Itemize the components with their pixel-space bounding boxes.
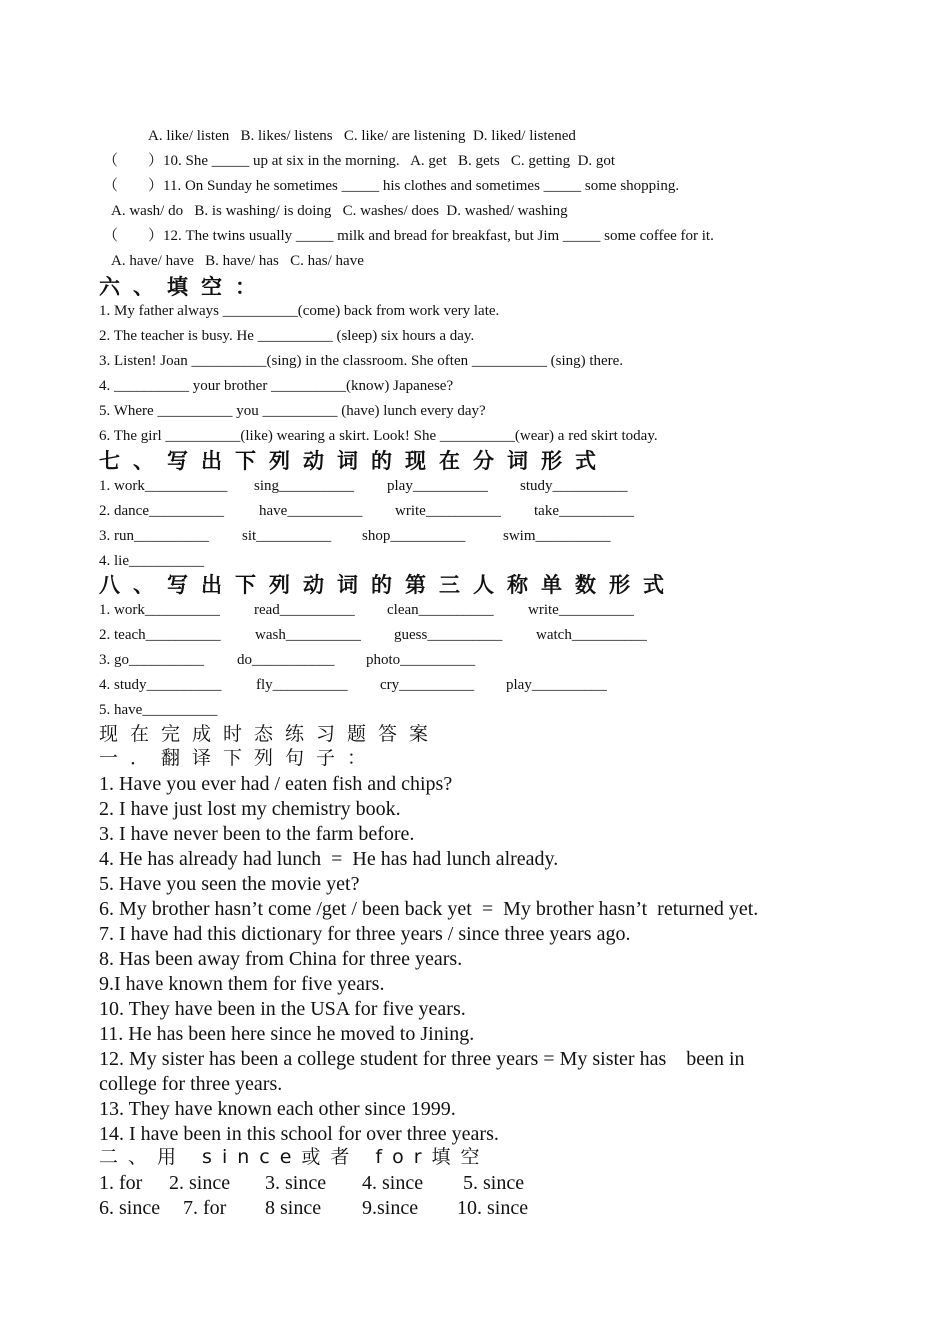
answer-cell: 3. since (265, 1172, 327, 1194)
word-cell: wash__________ (255, 627, 361, 643)
word-cell: read__________ (254, 602, 355, 618)
word-cell: watch__________ (536, 627, 647, 643)
section-6-heading: 六、填空： (99, 275, 269, 299)
answer-line: 9.I have known them for five years. (99, 973, 385, 995)
answer-line: 7. I have had this dictionary for three years / since three years ago. (99, 923, 631, 945)
word-cell: play__________ (387, 478, 488, 494)
word-cell: 1. work__________ (99, 602, 220, 618)
third-person-row-2 (0, 628, 950, 646)
answer-cell: 1. for (99, 1172, 143, 1194)
answer-cell: 9.since (362, 1197, 419, 1219)
word-cell: 3. go__________ (99, 652, 204, 668)
answers-part1-heading: 一．翻译下列句子： (99, 747, 379, 769)
answer-line: 4. He has already had lunch = He has had lunch already. (99, 848, 559, 870)
section-8-heading: 八、写出下列动词的第三人称单数形式 (99, 573, 677, 597)
word-cell: sing__________ (254, 478, 355, 494)
word-cell: sit__________ (242, 528, 332, 544)
answer-cell: 7. for (183, 1197, 227, 1219)
answer-line: 6. My brother hasn’t come /get / been back yet = My brother hasn’t returned yet. (99, 898, 759, 920)
word-cell: 2. dance__________ (99, 503, 224, 519)
word-cell: take__________ (534, 503, 634, 519)
word-cell: photo__________ (366, 652, 476, 668)
word-cell: cry__________ (380, 677, 475, 693)
word-cell: study__________ (520, 478, 628, 494)
answer-cell: 6. since (99, 1197, 161, 1219)
answer-line: 1. Have you ever had / eaten fish and chips? (99, 773, 453, 795)
answer-row-1 (0, 1173, 950, 1195)
answer-cell: 10. since (457, 1197, 529, 1219)
fill-item-5: 5. Where __________ you __________ (have) lunch every day? (99, 403, 486, 419)
third-person-row-4 (0, 678, 950, 696)
mc-options-9: A. like/ listen B. likes/ listens C. like/ are listening D. liked/ listened (148, 128, 576, 144)
mc-options-11: A. wash/ do B. is washing/ is doing C. washes/ does D. washed/ washing (111, 203, 568, 219)
word-cell: fly__________ (256, 677, 348, 693)
answer-line: 3. I have never been to the farm before. (99, 823, 415, 845)
answer-line: 11. He has been here since he moved to Jining. (99, 1023, 475, 1045)
participle-row-2 (0, 504, 950, 522)
answer-line: college for three years. (99, 1073, 283, 1095)
fill-item-2: 2. The teacher is busy. He __________ (sleep) six hours a day. (99, 328, 475, 344)
word-cell: have__________ (259, 503, 363, 519)
answer-line: 10. They have been in the USA for five years. (99, 998, 466, 1020)
answer-row-2 (0, 1198, 950, 1220)
participle-row-3 (0, 529, 950, 547)
word-cell: 2. teach__________ (99, 627, 221, 643)
answer-cell: 8 since (265, 1197, 322, 1219)
mc-question-12: （ ）12. The twins usually _____ milk and bread for breakfast, but Jim _____ some coffee for it. (103, 228, 714, 244)
answer-line: 12. My sister has been a college student for three years = My sister has been in (99, 1048, 745, 1070)
word-cell: shop__________ (362, 528, 466, 544)
answer-line: 13. They have known each other since 1999. (99, 1098, 456, 1120)
third-person-row-5 (0, 703, 950, 721)
fill-item-4: 4. __________ your brother __________(know) Japanese? (99, 378, 454, 394)
word-cell: guess__________ (394, 627, 503, 643)
section-7-heading: 七、写出下列动词的现在分词形式 (99, 449, 609, 473)
word-cell: play__________ (506, 677, 607, 693)
answer-line: 8. Has been away from China for three years. (99, 948, 463, 970)
fill-item-1: 1. My father always __________(come) back from work very late. (99, 303, 500, 319)
mc-options-12: A. have/ have B. have/ has C. has/ have (111, 253, 364, 269)
fill-item-6: 6. The girl __________(like) wearing a skirt. Look! She __________(wear) a red skirt today. (99, 428, 658, 444)
word-cell: 1. work___________ (99, 478, 228, 494)
answer-cell: 4. since (362, 1172, 424, 1194)
participle-row-1 (0, 479, 950, 497)
word-cell: swim__________ (503, 528, 611, 544)
answers-title: 现在完成时态练习题答案 (99, 723, 441, 745)
fill-item-3: 3. Listen! Joan __________(sing) in the classroom. She often __________ (sing) there. (99, 353, 624, 369)
word-cell: write__________ (395, 503, 501, 519)
answer-line: 5. Have you seen the movie yet? (99, 873, 360, 895)
mc-question-11: （ ）11. On Sunday he sometimes _____ his clothes and sometimes _____ some shopping. (103, 178, 680, 194)
third-person-row-1 (0, 603, 950, 621)
word-cell: 3. run__________ (99, 528, 209, 544)
word-cell: 5. have__________ (99, 702, 218, 718)
mc-question-10: （ ）10. She _____ up at six in the morning. A. get B. gets C. getting D. got (103, 153, 616, 169)
word-cell: clean__________ (387, 602, 494, 618)
word-cell: 4. study__________ (99, 677, 222, 693)
word-cell: write__________ (528, 602, 634, 618)
answer-cell: 5. since (463, 1172, 525, 1194)
answers-part2-heading: 二、用 since或者 for填空 (99, 1146, 490, 1168)
word-cell: do___________ (237, 652, 335, 668)
third-person-row-3 (0, 653, 950, 671)
answer-cell: 2. since (169, 1172, 231, 1194)
answer-line: 2. I have just lost my chemistry book. (99, 798, 401, 820)
word-cell: 4. lie__________ (99, 553, 204, 569)
participle-row-4 (0, 554, 950, 572)
answer-line: 14. I have been in this school for over three years. (99, 1123, 499, 1145)
